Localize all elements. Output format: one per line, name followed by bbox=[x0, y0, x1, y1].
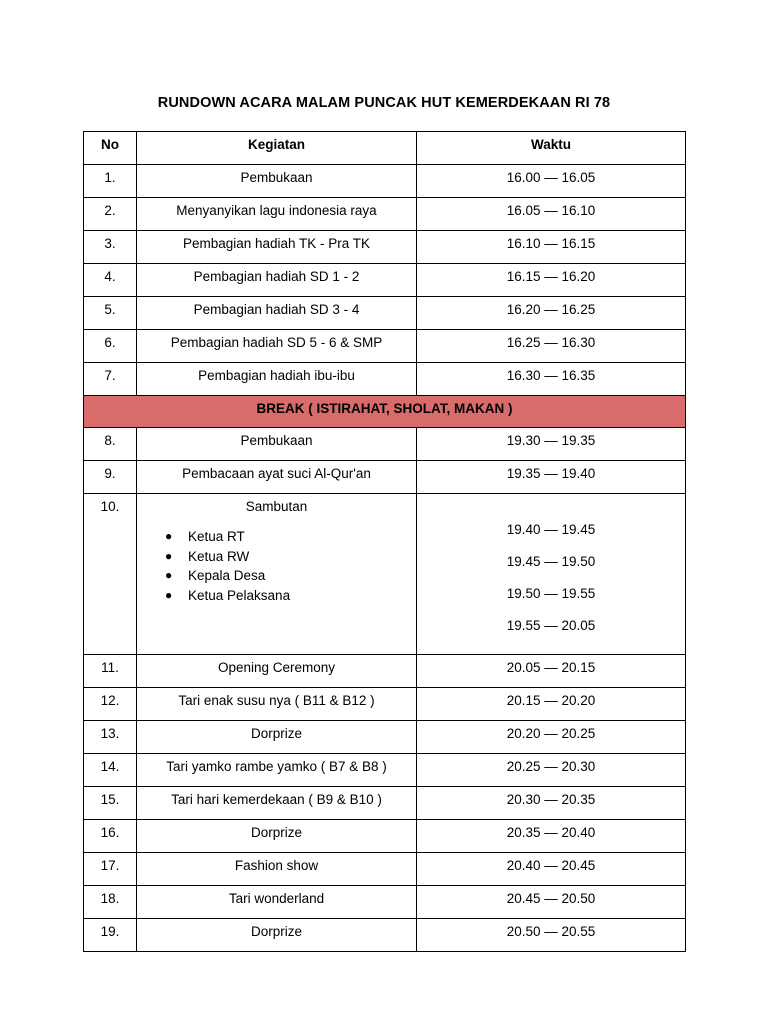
welcome-times bbox=[417, 494, 686, 655]
table-row bbox=[84, 264, 686, 297]
header-activity: Kegiatan bbox=[137, 132, 417, 165]
table-row bbox=[84, 461, 686, 494]
session-1-rows bbox=[84, 165, 686, 396]
header-time: Waktu bbox=[417, 132, 686, 165]
table-header-row bbox=[84, 132, 686, 165]
row-number: 11. bbox=[84, 655, 137, 688]
table-row bbox=[84, 428, 686, 461]
table-row bbox=[84, 198, 686, 231]
row-time: 20.45 — 20.50 bbox=[417, 886, 686, 919]
row-number: 17. bbox=[84, 853, 137, 886]
row-number: 16. bbox=[84, 820, 137, 853]
welcome-time-list bbox=[417, 494, 685, 642]
welcome-time: 19.45 — 19.50 bbox=[506, 554, 596, 569]
table-row bbox=[84, 787, 686, 820]
row-time: 20.25 — 20.30 bbox=[417, 754, 686, 787]
row-time: 16.20 — 16.25 bbox=[417, 297, 686, 330]
welcome-row bbox=[84, 494, 686, 655]
row-activity: Pembagian hadiah SD 3 - 4 bbox=[137, 297, 417, 330]
row-number: 10. bbox=[84, 494, 137, 655]
speaker-name: Ketua RW bbox=[188, 548, 250, 564]
row-time: 20.40 — 20.45 bbox=[417, 853, 686, 886]
row-activity: Pembacaan ayat suci Al-Qur'an bbox=[137, 461, 417, 494]
table-row bbox=[84, 820, 686, 853]
table-row bbox=[84, 165, 686, 198]
row-number: 5. bbox=[84, 297, 137, 330]
row-time: 20.05 — 20.15 bbox=[417, 655, 686, 688]
welcome-time: 19.50 — 19.55 bbox=[506, 586, 596, 601]
row-activity: Pembagian hadiah ibu-ibu bbox=[137, 363, 417, 396]
bullet-icon: ● bbox=[165, 529, 173, 543]
welcome-activity bbox=[137, 494, 417, 655]
row-number: 14. bbox=[84, 754, 137, 787]
table-row bbox=[84, 330, 686, 363]
row-number: 3. bbox=[84, 231, 137, 264]
table-row bbox=[84, 721, 686, 754]
row-time: 19.35 — 19.40 bbox=[417, 461, 686, 494]
document-title: RUNDOWN ACARA MALAM PUNCAK HUT KEMERDEKAAN RI 78 bbox=[157, 95, 611, 111]
row-number: 1. bbox=[84, 165, 137, 198]
table-row bbox=[84, 754, 686, 787]
welcome-section bbox=[84, 494, 686, 655]
welcome-title: Sambutan bbox=[245, 499, 308, 514]
row-activity: Dorprize bbox=[137, 820, 417, 853]
speaker-name: Ketua RT bbox=[188, 529, 245, 544]
table-row bbox=[84, 655, 686, 688]
row-number: 7. bbox=[84, 363, 137, 396]
header-no: No bbox=[84, 132, 137, 165]
row-activity: Pembagian hadiah SD 5 - 6 & SMP bbox=[137, 330, 417, 363]
row-activity: Dorprize bbox=[137, 721, 417, 754]
session-2-rows bbox=[84, 428, 686, 494]
speaker-list bbox=[137, 527, 416, 605]
speaker-item bbox=[165, 527, 416, 547]
row-time: 20.30 — 20.35 bbox=[417, 787, 686, 820]
row-activity: Tari yamko rambe yamko ( B7 & B8 ) bbox=[137, 754, 417, 787]
row-number: 2. bbox=[84, 198, 137, 231]
row-activity: Menyanyikan lagu indonesia raya bbox=[137, 198, 417, 231]
row-time: 20.35 — 20.40 bbox=[417, 820, 686, 853]
row-number: 12. bbox=[84, 688, 137, 721]
row-time: 16.05 — 16.10 bbox=[417, 198, 686, 231]
bullet-icon: ● bbox=[165, 548, 173, 563]
session-3-rows bbox=[84, 655, 686, 952]
table-row bbox=[84, 853, 686, 886]
welcome-time: 19.55 — 20.05 bbox=[506, 618, 596, 633]
row-time: 20.50 — 20.55 bbox=[417, 919, 686, 952]
row-number: 19. bbox=[84, 919, 137, 952]
row-time: 19.30 — 19.35 bbox=[417, 428, 686, 461]
speaker-item bbox=[165, 547, 416, 567]
row-number: 15. bbox=[84, 787, 137, 820]
break-row bbox=[84, 396, 686, 428]
row-number: 4. bbox=[84, 264, 137, 297]
row-activity: Dorprize bbox=[137, 919, 417, 952]
row-activity: Opening Ceremony bbox=[137, 655, 417, 688]
row-activity: Pembukaan bbox=[137, 428, 417, 461]
speaker-item bbox=[165, 566, 416, 586]
row-time: 16.00 — 16.05 bbox=[417, 165, 686, 198]
row-activity: Fashion show bbox=[137, 853, 417, 886]
row-activity: Pembagian hadiah SD 1 - 2 bbox=[137, 264, 417, 297]
row-activity: Tari enak susu nya ( B11 & B12 ) bbox=[137, 688, 417, 721]
row-activity: Pembukaan bbox=[137, 165, 417, 198]
welcome-time: 19.40 — 19.45 bbox=[506, 522, 596, 537]
rundown-table bbox=[83, 131, 686, 952]
row-time: 20.20 — 20.25 bbox=[417, 721, 686, 754]
row-time: 16.15 — 16.20 bbox=[417, 264, 686, 297]
row-time: 20.15 — 20.20 bbox=[417, 688, 686, 721]
row-number: 18. bbox=[84, 886, 137, 919]
break-section bbox=[84, 396, 686, 428]
speaker-name: Kepala Desa bbox=[188, 568, 266, 583]
table-row bbox=[84, 363, 686, 396]
table-row bbox=[84, 297, 686, 330]
row-activity: Tari hari kemerdekaan ( B9 & B10 ) bbox=[137, 787, 417, 820]
table-row bbox=[84, 688, 686, 721]
bullet-icon: ● bbox=[165, 568, 173, 582]
table-row bbox=[84, 231, 686, 264]
row-number: 13. bbox=[84, 721, 137, 754]
row-number: 6. bbox=[84, 330, 137, 363]
speaker-name: Ketua Pelaksana bbox=[188, 587, 291, 603]
row-activity: Pembagian hadiah TK - Pra TK bbox=[137, 231, 417, 264]
break-label: BREAK ( ISTIRAHAT, SHOLAT, MAKAN ) bbox=[84, 396, 686, 428]
table-row bbox=[84, 919, 686, 952]
row-time: 16.10 — 16.15 bbox=[417, 231, 686, 264]
row-activity: Tari wonderland bbox=[137, 886, 417, 919]
table-row bbox=[84, 886, 686, 919]
row-time: 16.30 — 16.35 bbox=[417, 363, 686, 396]
row-number: 8. bbox=[84, 428, 137, 461]
row-time: 16.25 — 16.30 bbox=[417, 330, 686, 363]
speaker-item bbox=[165, 586, 416, 606]
row-number: 9. bbox=[84, 461, 137, 494]
bullet-icon: ● bbox=[165, 587, 173, 602]
